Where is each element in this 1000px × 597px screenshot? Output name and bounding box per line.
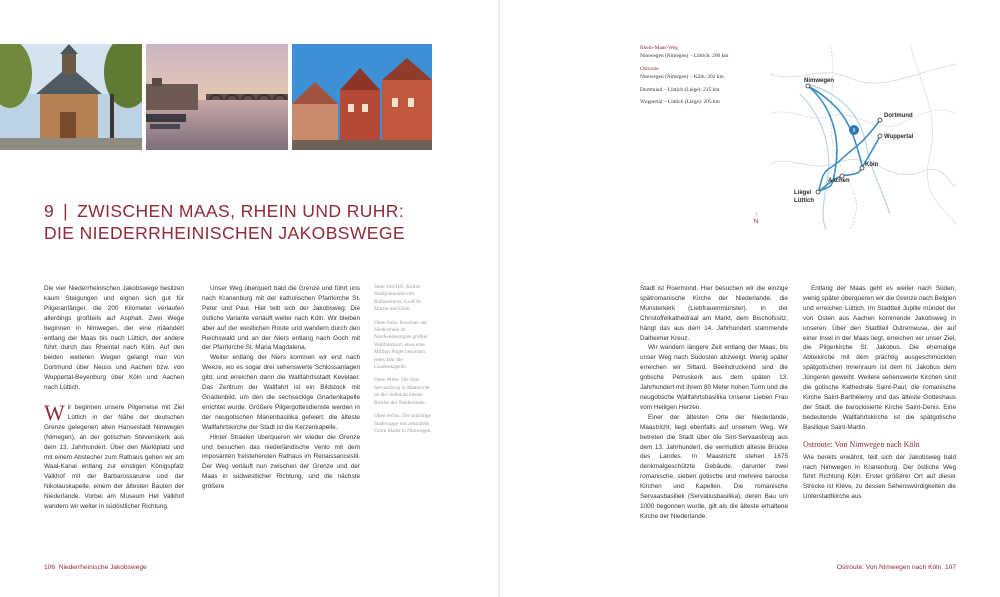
photo-nijmegen-market: [292, 44, 432, 150]
caption: Oben links: Kevelaer am Niederrhein ist Nordwesteuropas größter Wallfahrtsort, etwa eine Million Pilger besuchen jedes Jahr die Gnadenkapelle.: [374, 319, 428, 371]
route-line: Dortmund – Lüttich (Liège): 235 km: [640, 86, 720, 93]
route-line: Nimwegen (Nimegen) – Lüttich: 290 km: [640, 53, 729, 60]
photo-maastricht-bridge: [146, 44, 288, 150]
page-number: 107: [944, 564, 956, 571]
chapter-number: 9: [44, 201, 55, 221]
body-paragraph: Hinter Straelen überqueren wir wieder die Grenze und besuchen das niederländische Venlo mit dem imposanten freistehenden Rathaus im Renaissancestil. Der Weg verläuft nun zwischen der Grenze und der Maas in südwestlicher Richtung, und die nächste größere: [202, 433, 360, 491]
right-column-1: [640, 284, 788, 522]
route-map: [770, 44, 956, 230]
body-paragraph: Weiter entlang der Niers kommen wir erst nach Weeze, wo es sogar drei sehenswerte Schlossanlagen gibt, und erreichen dann die Wallfahrtsstadt Kevelaer. Das Zentrum der Wallfahrt ist ein Bildstock mit Gnadenbild, um den die sechseckige Gnadenkapelle errichtet wurde. Größere Pilgergottesdienste werden in der neugotischen Marienbasilika gefeiert, die älteste Wallfahrtskirche der Stadt ist die Kerzenkapelle.: [202, 354, 360, 431]
running-title: Ostroute: Von Nimwegen nach Köln: [836, 564, 942, 571]
drop-cap: W: [44, 399, 65, 425]
route-heading: Rhein-Maas-Weg: [640, 45, 678, 51]
running-title: Niederrheinische Jakobswege: [58, 564, 147, 571]
body-paragraph: Wie bereits erwähnt, teilt sich der Jakobsweg bald nach Nimwegen in Kranenburg. Der östliche Weg führt Richtung Köln. Erster größerer Ort auf dieser Strecke ist Kleve, zu dessen Sehenswürdigkeiten die Unterstadtkirche aus: [803, 453, 956, 501]
map-label-dortmund: Dortmund: [884, 113, 913, 119]
left-column-1: [44, 284, 184, 512]
caption: Oben rechts: Die prächtige Stadtwaage mit zentralem Grote Markt in Nimwegen.: [374, 413, 432, 434]
route-item: [640, 98, 770, 106]
intro-paragraph: Die vier Niederrheinischen Jakobswege besitzen kaum Steigungen und eignen sich gut für Pilgeranfänger, die 200 Kilometer verlaufen allerdings großteils auf Asphalt. Zwei Wege beginnen in Nimwegen, der eine mäandert entlang der Maas bis nach Lüttich, der andere führt durch das Rheintal nach Köln. Auf den beiden weiteren Wegen gelangt man von Dortmund über Neuss und Aachen bzw. von Wuppertal-Beyenburg über Köln und Aachen nach Lüttich.: [44, 285, 184, 392]
map-label-nimwegen: Nimwegen: [804, 78, 835, 84]
page-number: 106: [44, 564, 56, 571]
route-heading: Ostroute: [640, 65, 659, 72]
body-paragraph: Entlang der Maas geht es weiter nach Süden, wenig später überqueren wir die Grenze nach Belgien und erreichen Lüttich. Im Stadtteil Jupille mündet der von Osten aus Aachen kommende Jakobsweg in unseren. Über den Stadtteil Outremeuse, der auf einer Insel in der Maas liegt, erreichen wir unser Ziel, die Pilgerkirche St. Jakobus. Die ehemalige Abteikirche mit dem prächtig ausgeschmückten spätgotischen Innenraum ist dem hl. Jakobus dem Jüngeren geweiht. Weitere sehenswerte Kirchen sind die gotische Kathedrale Saint-Paul, die romanische Kirche Saint-Barthélemy und das älteste Gotteshaus der Stadt, die barockisierte Kirche Saint-Denis. Eine bedeutende Wallfahrtskirche ist die spätgotische Basilique Saint-Martin.: [803, 285, 956, 431]
north-arrow: [750, 212, 762, 226]
north-label: N: [753, 219, 759, 225]
chapter-title-line1: ZWISCHEN MAAS, RHEIN UND RUHR:: [77, 201, 405, 221]
map-label-luettich: Lüttich: [794, 198, 814, 204]
body-paragraph: Wir wandern längere Zeit entlang der Maas, bis unser Weg nach Südosten abzweigt. Wenig später erreichen wir Sittard. Beeindruckend sind die gotische Petruskerk aus dem späten 13. Jahrhundert mit ihrem 80 Meter hohen Turm und die neugotische Wallfahrtsbasilika Unserer Lieben Frau vom Heiligen Herzen.: [640, 344, 788, 411]
footer-right: [837, 564, 956, 571]
body-paragraph: [44, 399, 184, 512]
chapter-title-line2: DIE NIEDERRHEINISCHEN JAKOBSWEGE: [44, 223, 405, 243]
caption: Oben Mitte: Die Sint-Servaasbrug in Maastricht ist die vielleicht älteste Brücke der Niederlande.: [374, 377, 430, 406]
route-line: Wuppertal – Lüttich (Liège): 205 km: [640, 99, 720, 106]
body-paragraph: Unser Weg überquert bald die Grenze und führt uns nach Kranenburg mit der katholischen Pfarrkirche St. Peter und Paul. Hier teilt sich der Jakobsweg: Die östliche Variante verläuft weiter nach Köln. Wir bleiben aber auf der westlichen Route und wandern durch den Reichswald und an der Niers entlang nach Goch mit der Pfarrkirche St. Maria Magdalena.: [202, 285, 360, 352]
section-heading: Ostroute: Von Nimwegen nach Köln: [803, 439, 920, 449]
route-item: [640, 86, 770, 94]
route-list: [640, 44, 770, 110]
right-column-2: [803, 284, 956, 502]
route-item: [640, 65, 770, 82]
body-text: ir beginnen unsere Pilgerreise mit Ziel Lüttich in der Nähe der deutschen Grenze gelegenen alten Hansestadt Nimwegen (Nimegen), an der gotischen Stevenskerk aus dem 13. Jahrhundert. Über den Marktplatz und mit einem Abstecher zum Rathaus gehen wir am Waal-Kanal entlang zur einstigen Königspfalz Valkhof mit der Barbarossaruine und der Nikolauskapelle, einem der ältesten Bauten der Niederlande. Vorbei am Museum Het Valkhof wandern wir weiter in südöstlicher Richtung.: [44, 403, 184, 511]
photo-kevelaer-chapel: [0, 44, 142, 150]
map-label-liege: Liège/: [794, 190, 812, 196]
arrow-up-icon: ↑: [754, 212, 758, 218]
body-paragraph: Stadt ist Roermond. Hier besuchen wir die einzige spätromanische Kirche der Niederlande, die Munsterkerk (Liebfrauenmünster). In der Christoffelkathedraal am Markt, dem Bischofssitz, hängt das aus dem 14. Jahrhundert stammende Dalheimer Kreuz.: [640, 285, 788, 342]
left-column-2: [202, 284, 360, 492]
map-label-aachen: Aachen: [828, 178, 850, 184]
caption-column: [374, 284, 432, 441]
footer-left: [44, 564, 147, 571]
chapter-heading: [44, 200, 484, 244]
route-line: Nimwegen (Nimegen) – Köln: 202 km: [640, 74, 724, 81]
body-paragraph: Einer der ältesten Orte der Niederlande, Maastricht, liegt ebenfalls auf unserem Weg. Wir betreten die Stadt über die Sint-Servaasbrug aus dem 13. Jahrhundert, die vermutlich älteste Brücke des Landes. In Maastricht stehen 1675 denkmalgeschützte Gebäude, darunter zwei romanische, sieben gotische und mehrere barocke Kirchen und Kapellen. Die romanische Servaasbasiliek (Servatiusbasilika), deren Bau um 1000 begonnen wurde, gilt als die älteste erhaltene Kirche der Niederlande.: [640, 413, 788, 520]
route-item: [640, 44, 770, 61]
map-label-wuppertal: Wuppertal: [884, 134, 914, 140]
caption: Seite 104/105: Kölner Stadtpanorama mit Rathausturm, Groß St. Martin und Dom: [374, 284, 422, 313]
svg-text:9: 9: [852, 128, 856, 134]
map-label-koeln: Köln: [865, 162, 879, 168]
chapter-separator: |: [63, 201, 69, 221]
